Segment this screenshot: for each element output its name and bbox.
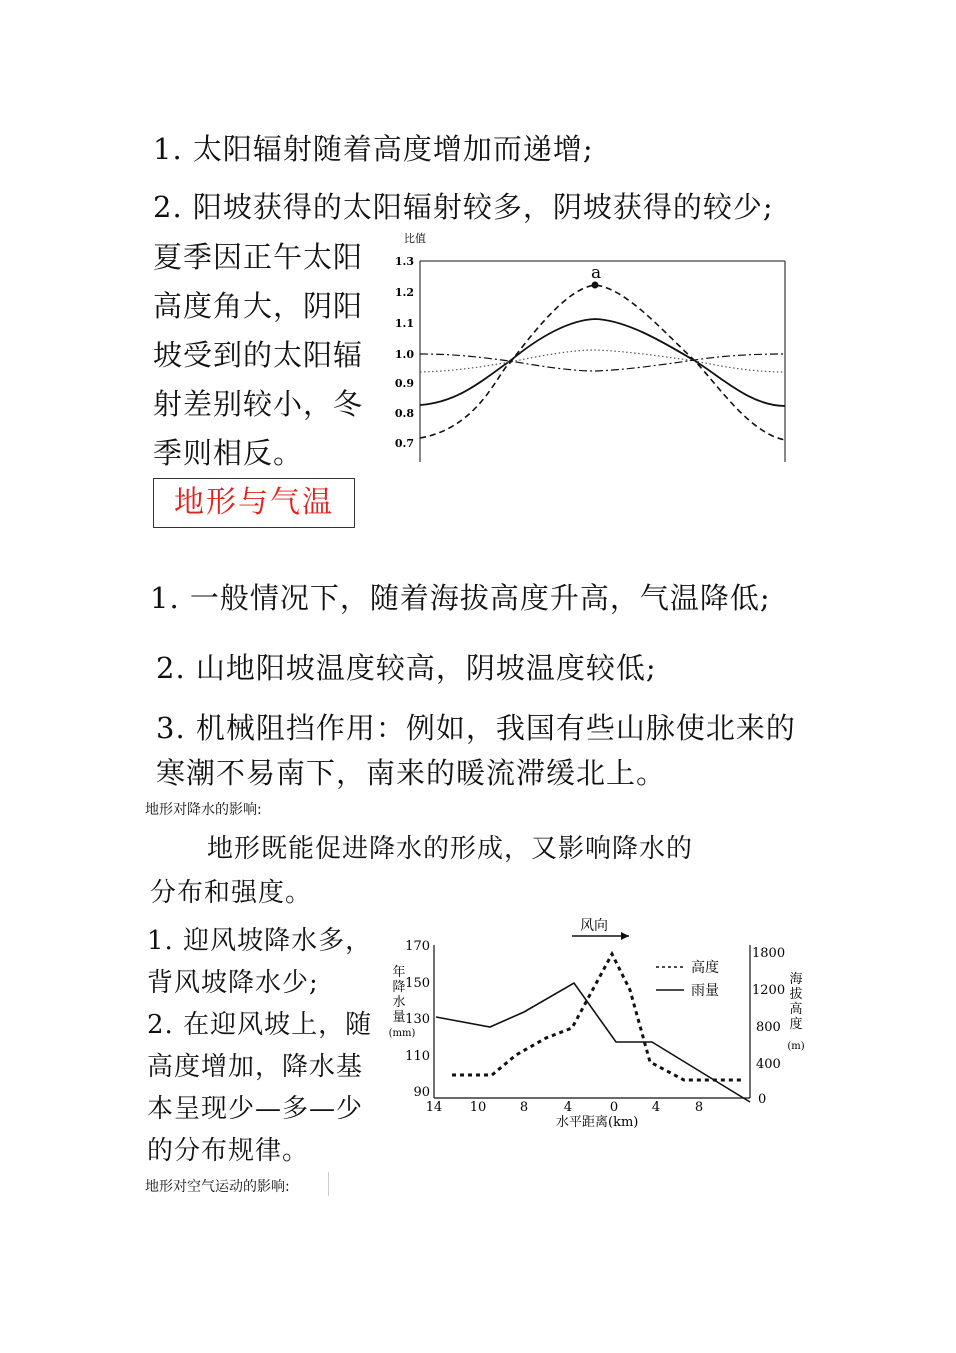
- precip-side-5: 本呈现少—多—少: [147, 1094, 364, 1124]
- radiation-side-2: 高度角大，阴阳: [153, 289, 364, 323]
- chart2-legend-height: 高度: [691, 960, 719, 976]
- chart2-ytick-right: 1200: [752, 983, 786, 998]
- chart2-ytick-left: 90: [413, 1085, 430, 1100]
- chart2-xtick: 0: [609, 1100, 619, 1115]
- chart2-ytick-left: 150: [405, 976, 430, 991]
- chart2-ylabel-left: 水: [392, 995, 406, 1010]
- chart1-dotted-curve: [420, 350, 785, 372]
- radiation-side-1: 夏季因正午太阳: [153, 240, 364, 274]
- chart2-ytick-right: 400: [756, 1057, 781, 1072]
- chart2-ylabel-right: 拔: [789, 987, 803, 1002]
- precip-heading: 地形对降水的影响:: [145, 802, 262, 818]
- precip-intro-2: 分布和强度。: [150, 878, 313, 908]
- chart2-wind-arrowhead: [621, 932, 629, 940]
- chart2-xtick: 8: [694, 1100, 704, 1115]
- chart1-ytick: 0.8: [394, 407, 414, 420]
- chart2-ytick-right: 800: [756, 1020, 781, 1035]
- precip-side-3: 2. 在迎风坡上，随: [147, 1010, 373, 1040]
- precipitation-chart: [386, 910, 816, 1140]
- radiation-line-2: 2. 阳坡获得的太阳辐射较多，阴坡获得的较少;: [153, 190, 774, 224]
- precip-side-6: 的分布规律。: [147, 1136, 310, 1166]
- precip-intro-1: 地形既能促进降水的形成，又影响降水的: [207, 834, 694, 864]
- chart2-ylabel-left: (mm): [388, 1028, 416, 1039]
- radiation-side-3: 坡受到的太阳辐: [153, 338, 364, 372]
- temperature-line-1: 1. 一般情况下，随着海拔高度升高，气温降低;: [150, 581, 771, 615]
- chart1-ytick: 0.9: [394, 377, 414, 390]
- chart2-ylabel-left: 量: [392, 1010, 406, 1025]
- chart2-ylabel-left: 年: [392, 965, 406, 980]
- chart2-rainfall-line: [436, 983, 750, 1102]
- chart2-xtick: 10: [469, 1100, 487, 1115]
- chart1-point-label: a: [591, 263, 602, 283]
- chart2-ytick-left: 130: [405, 1012, 430, 1027]
- temperature-title: 地形与气温: [153, 478, 355, 528]
- chart1-dashed-curve: [420, 285, 785, 440]
- precip-side-1: 1. 迎风坡降水多，: [147, 926, 373, 956]
- chart1-solid-curve: [420, 319, 785, 406]
- chart2-ylabel-right: 海: [789, 972, 803, 987]
- chart1-ytick: 1.1: [394, 317, 414, 330]
- chart2-ytick-right: 1800: [752, 946, 786, 961]
- radiation-line-1: 1. 太阳辐射随着高度增加而递增;: [153, 132, 594, 166]
- chart2-ylabel-right: 高: [789, 1002, 803, 1017]
- temperature-line-2: 2. 山地阳坡温度较高，阴坡温度较低;: [156, 651, 657, 685]
- temperature-line-3b: 寒潮不易南下，南来的暖流滞缓北上。: [156, 756, 667, 790]
- text-caret: [328, 1172, 329, 1196]
- chart1-ylabel: 比值: [404, 232, 426, 245]
- radiation-ratio-chart: [390, 228, 790, 468]
- chart2-xlabel: 水平距离(km): [556, 1115, 639, 1130]
- chart1-ytick: 1.2: [394, 286, 414, 299]
- chart2-legend-rain: 雨量: [691, 983, 719, 999]
- chart2-ytick-left: 110: [405, 1049, 430, 1064]
- chart1-ytick: 1.3: [394, 255, 414, 268]
- chart2-xtick: 4: [563, 1100, 573, 1115]
- chart1-dashdot-curve: [420, 354, 785, 371]
- chart2-xtick: 8: [519, 1100, 529, 1115]
- air-heading: 地形对空气运动的影响:: [145, 1179, 290, 1195]
- chart1-ytick: 1.0: [394, 348, 414, 361]
- radiation-side-5: 季则相反。: [153, 436, 304, 470]
- chart2-ytick-left: 170: [405, 939, 430, 954]
- chart2-wind-label: 风向: [580, 918, 608, 934]
- chart1-ytick: 0.7: [394, 437, 414, 450]
- radiation-side-4: 射差别较小，冬: [153, 387, 364, 421]
- precip-side-2: 背风坡降水少;: [147, 968, 319, 998]
- chart2-xtick: 4: [651, 1100, 661, 1115]
- chart2-xtick: 14: [425, 1100, 443, 1115]
- chart2-ytick-right: 0: [758, 1092, 767, 1107]
- temperature-line-3a: 3. 机械阻挡作用：例如，我国有些山脉使北来的: [156, 711, 796, 745]
- chart2-ylabel-right: 度: [789, 1017, 803, 1032]
- chart2-ylabel-right: (m): [787, 1041, 805, 1052]
- precip-side-4: 高度增加，降水基: [147, 1052, 364, 1082]
- chart2-ylabel-left: 降: [392, 980, 406, 995]
